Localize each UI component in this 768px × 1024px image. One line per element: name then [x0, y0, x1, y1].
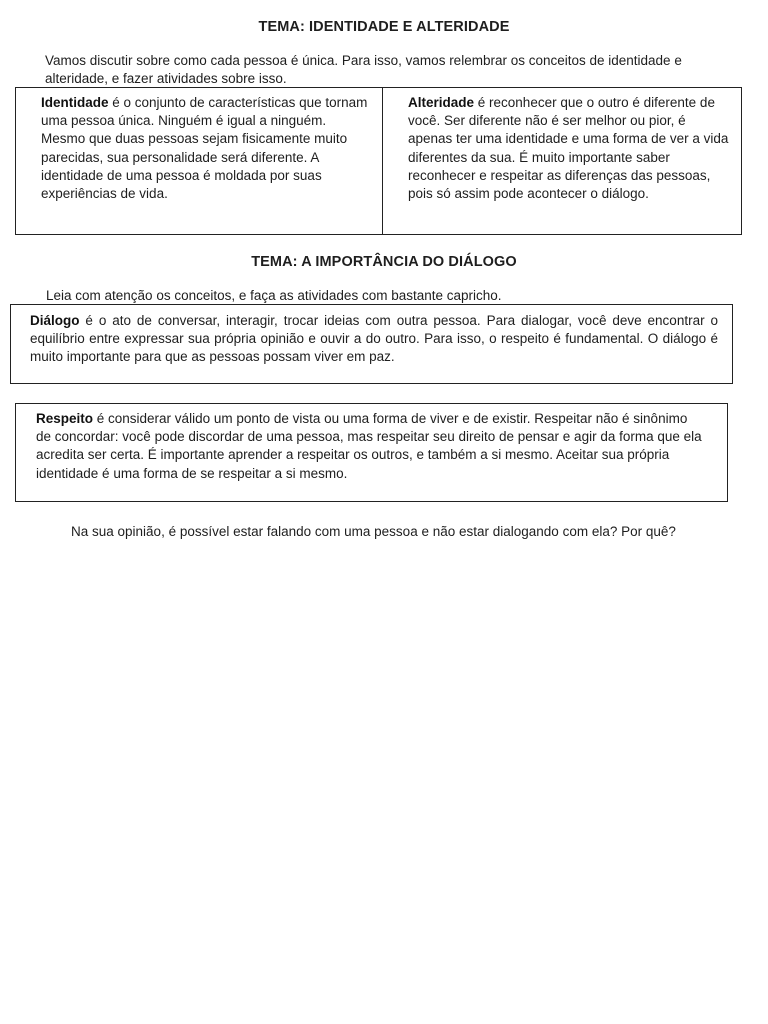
section-intro-identidade: Vamos discutir sobre como cada pessoa é única. Para isso, vamos relembrar os conceitos de identidade e alteridade, e fazer atividades sobre isso.: [45, 53, 682, 86]
alteridade-cell: [382, 88, 741, 234]
section-title-dialogo: TEMA: A IMPORTÂNCIA DO DIÁLOGO: [251, 254, 517, 270]
respeito-box: [15, 403, 728, 502]
alteridade-term: Alteridade: [408, 95, 475, 110]
dialogo-term: Diálogo: [30, 313, 80, 328]
identidade-term: Identidade: [41, 95, 109, 110]
identidade-cell: [16, 88, 382, 234]
dialogo-definition: é o ato de conversar, interagir, trocar ideias com outra pessoa. Para dialogar, você deve encontrar o equilíbrio entre expressar sua própria opinião e ouvir a do outro. Para isso, o respeito é fundamental. O diálogo é muito importante para que as pessoas possam viver em paz.: [30, 313, 718, 365]
question-text: Na sua opinião, é possível estar falando com uma pessoa e não estar dialogando com ela? Por quê?: [71, 524, 676, 539]
section-intro-dialogo: Leia com atenção os conceitos, e faça as atividades com bastante capricho.: [46, 288, 502, 303]
section-title-identidade: TEMA: IDENTIDADE E ALTERIDADE: [258, 19, 510, 35]
concepts-table: [15, 87, 742, 235]
dialogo-box: [10, 304, 733, 384]
respeito-term: Respeito: [36, 411, 94, 426]
identidade-definition: é o conjunto de características que tornam uma pessoa única. Ninguém é igual a ninguém. Mesmo que duas pessoas sejam fisicamente muito parecidas, sua personalidade será diferente. A identidade de uma pessoa é moldada por suas experiências de vida.: [41, 95, 368, 202]
respeito-definition: é considerar válido um ponto de vista ou uma forma de viver e de existir. Respeitar não é sinônimo de concordar: você pode discordar de uma pessoa, mas respeitar seu direito de pensar e agir da forma que ela acredita ser certa. É importante aprender a respeitar os outros, e também a si mesmo. Aceitar sua própria identidade é uma forma de se respeitar a si mesmo.: [36, 411, 702, 481]
alteridade-definition: é reconhecer que o outro é diferente de você. Ser diferente não é ser melhor ou pior, é apenas ter uma identidade e uma forma de ver a vida diferentes da sua. É muito importante saber reconhecer e respeitar as diferenças das pessoas, pois só assim pode acontecer o diálogo.: [408, 95, 729, 202]
